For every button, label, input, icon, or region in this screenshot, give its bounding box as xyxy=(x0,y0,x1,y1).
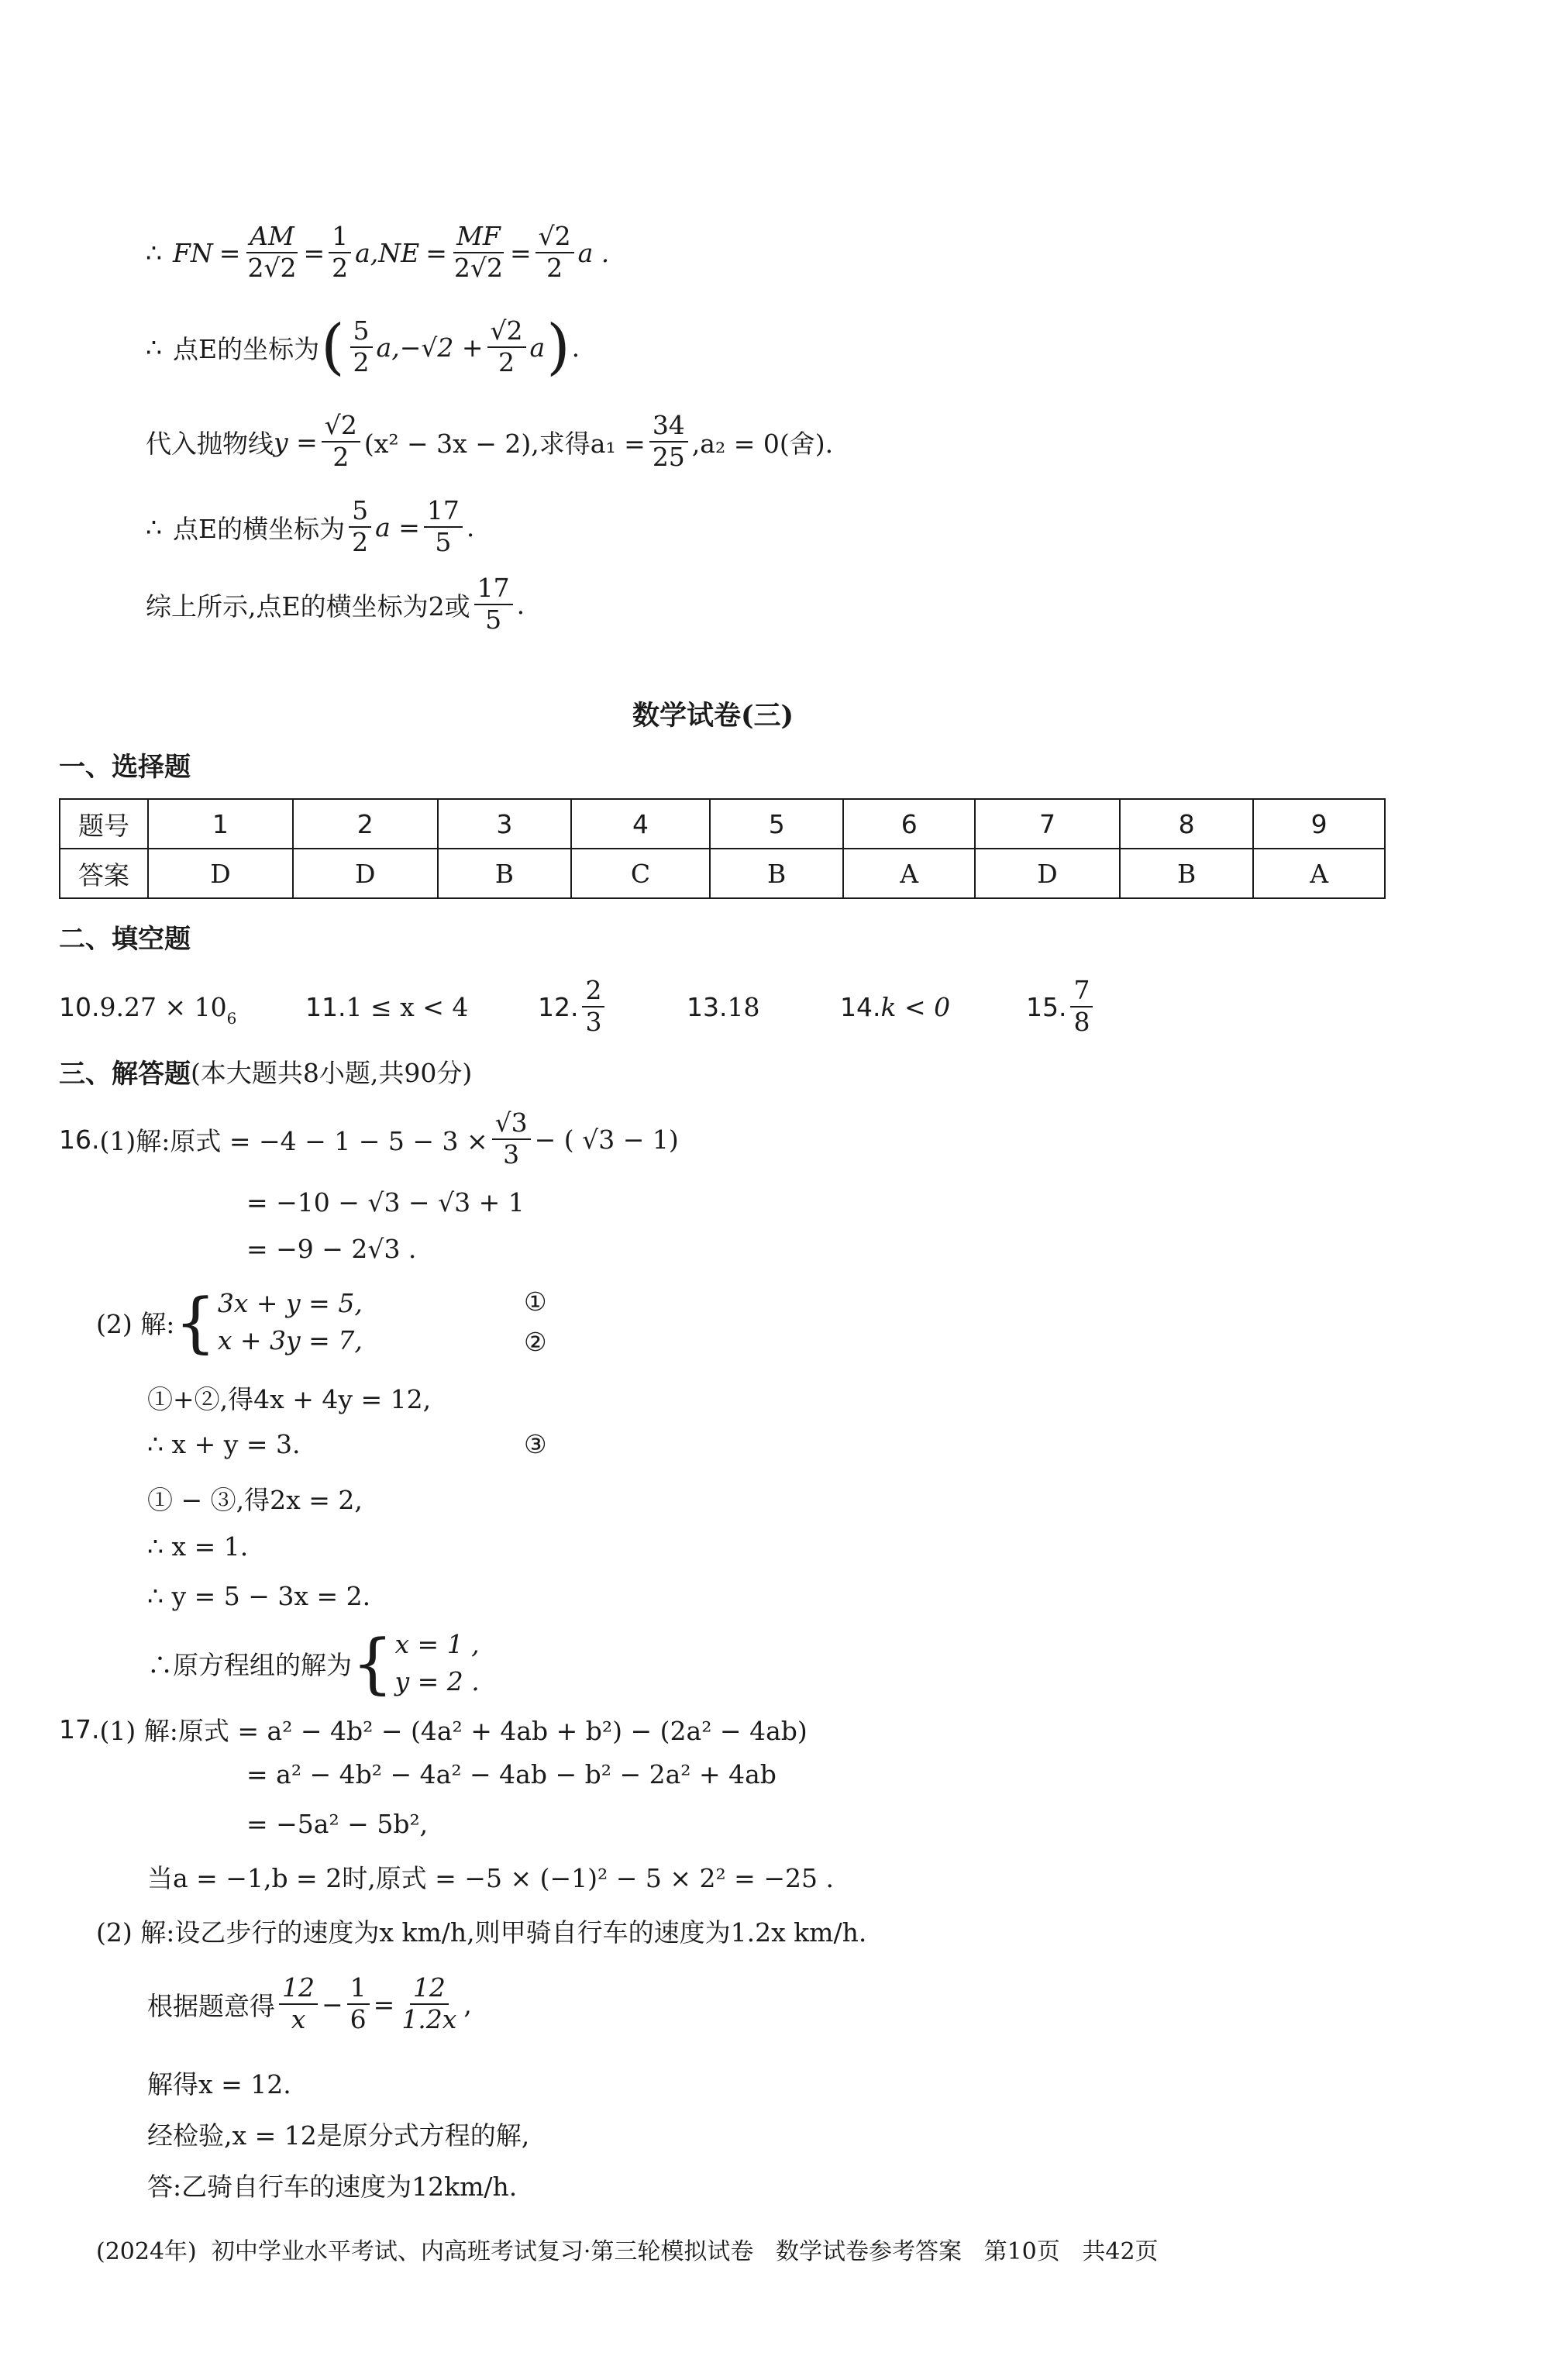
q16-part2-label: (2) 解: xyxy=(96,1308,175,1339)
answer-cell: D xyxy=(148,849,293,898)
top-line-4 xyxy=(146,482,474,572)
top-line-3 xyxy=(146,397,833,487)
abscissa-text: 点E的横坐标为 xyxy=(173,513,346,544)
fraction-five-halves: 5 2 xyxy=(350,316,373,378)
equation-intro: 根据题意得 xyxy=(147,1990,275,2021)
question-number: 5 xyxy=(710,799,843,849)
a-end: a . xyxy=(577,237,610,268)
q10-value: 9.27 × 10 xyxy=(99,991,227,1022)
equals: = xyxy=(303,237,325,268)
answer-cell: B xyxy=(438,849,571,898)
comma: , xyxy=(463,1989,472,2020)
equals: = xyxy=(219,237,241,268)
equation-system xyxy=(218,1285,363,1359)
question-row xyxy=(60,799,1385,849)
period: . xyxy=(516,589,525,620)
question-number: 6 xyxy=(843,799,975,849)
row-header-question: 题号 xyxy=(60,799,148,849)
parabola-text: 代入抛物线 xyxy=(146,428,274,459)
fill-q11 xyxy=(305,992,538,1022)
answer-cell: D xyxy=(293,849,438,898)
fraction-mf: $\frac{MF}{2√2}$ xyxy=(453,221,503,283)
equals: = xyxy=(425,237,447,268)
fill-answers-row xyxy=(59,964,1097,1049)
equals: = xyxy=(509,237,532,268)
therefore-symbol: ∴ xyxy=(146,332,162,363)
q16-number: 16. xyxy=(59,1124,100,1155)
equation-1: 3x + y = 5, xyxy=(217,1288,363,1319)
a2-rejected: ,a₂ = 0(舍). xyxy=(691,428,834,459)
a-ne-label: a,NE xyxy=(355,237,420,268)
q12-number: 12. xyxy=(538,991,579,1022)
left-brace: { xyxy=(174,1284,216,1360)
fraction-five-halves: 5 2 xyxy=(349,496,371,558)
question-number: 4 xyxy=(571,799,710,849)
period: . xyxy=(571,332,580,363)
part1-heading: 一、选择题 xyxy=(59,752,191,783)
section-title: 数学试卷(三) xyxy=(632,700,794,732)
equation-2: x + 3y = 7, xyxy=(217,1325,363,1355)
fraction-root2: $\frac{√2}{2}$ xyxy=(487,316,526,378)
q16-solve-step-1: ①+②,得4x + 4y = 12, xyxy=(147,1384,432,1414)
q10-number: 10. xyxy=(59,991,100,1022)
answer-cell: C xyxy=(571,849,710,898)
fill-q15 xyxy=(1026,976,1097,1038)
question-number: 9 xyxy=(1253,799,1385,849)
right-paren: ) xyxy=(546,312,570,382)
marker-3: ③ xyxy=(524,1429,547,1459)
q16-line-1 xyxy=(59,1096,679,1183)
fraction-1-6: $\frac{1}{6}$ xyxy=(347,1973,370,2035)
top-line-5 xyxy=(146,560,525,649)
fraction-half: $\frac{1}{2}$ xyxy=(329,222,351,284)
q17-step-2: = a² − 4b² − 4a² − 4ab − b² − 2a² + 4ab xyxy=(246,1759,777,1789)
answer-table xyxy=(59,798,1386,899)
fraction-17-5: 17 5 xyxy=(474,573,513,635)
q17-part1-expression: (1) 解:原式 = a² − 4b² − (4a² + 4ab + b²) − (2a² − 4ab) xyxy=(99,1715,808,1746)
fraction-am: $\frac{AM}{2√2}$ xyxy=(247,221,297,283)
fraction-root2: $\frac{√2}{2}$ xyxy=(535,222,574,284)
part3-heading-line xyxy=(59,1052,472,1090)
answer-cell: A xyxy=(1253,849,1385,898)
question-number: 3 xyxy=(438,799,571,849)
fn-label: FN xyxy=(173,237,213,268)
fraction-a1: $\frac{34}{25}$ xyxy=(649,411,688,473)
answer-cell: D xyxy=(975,849,1120,898)
part3-note: (本大题共8小题,共90分) xyxy=(191,1057,473,1088)
answer-cell: A xyxy=(843,849,975,898)
fraction-12-x: 12 x xyxy=(279,1973,318,2035)
q16-solve-step-2: ∴ x + y = 3. xyxy=(147,1429,301,1459)
fill-q12 xyxy=(538,976,687,1038)
q17-answer: 答:乙骑自行车的速度为12km/h. xyxy=(147,2172,518,2202)
q17-part2-intro: (2) 解:设乙步行的速度为x km/h,则甲骑自行车的速度为1.2x km/h. xyxy=(96,1917,867,1948)
row-header-answer: 答案 xyxy=(60,849,148,898)
q16-solve-step-4: ∴ x = 1. xyxy=(147,1531,249,1562)
point-e-coord-text: 点E的坐标为 xyxy=(173,333,320,364)
q16-part1-expression: (1)解:原式 = −4 − 1 − 5 − 3 × xyxy=(99,1125,488,1156)
q17-check: 经检验,x = 12是原分式方程的解, xyxy=(147,2120,530,2151)
q16-part2-system xyxy=(96,1282,363,1362)
solution-label: ∴原方程组的解为 xyxy=(147,1649,352,1680)
q16-part1-tail: − ( √3 − 1) xyxy=(534,1124,679,1155)
fill-q13 xyxy=(687,992,840,1022)
answer-cell: B xyxy=(1120,849,1253,898)
solution-system xyxy=(394,1626,479,1700)
part2-heading: 二、填空题 xyxy=(59,924,191,955)
q12-fraction: 2 3 xyxy=(582,976,604,1038)
q16-solution xyxy=(147,1623,480,1703)
page-footer: (2024年) 初中学业水平考试、内高班考试复习·第三轮模拟试卷 数学试卷参考答案 第10页 共42页 xyxy=(96,2238,1159,2265)
a-end: a xyxy=(529,332,546,363)
minus: − xyxy=(322,1989,343,2020)
q15-fraction: 7 8 xyxy=(1070,976,1093,1038)
fill-q10 xyxy=(59,986,305,1028)
fraction-12-1-2x: $\frac{12}{1.2x}$ xyxy=(401,1972,457,2034)
q11-number: 11. xyxy=(305,991,346,1022)
coord-middle: a,−√2 + xyxy=(376,332,484,363)
question-number: 7 xyxy=(975,799,1120,849)
q17-step-4: 当a = −1,b = 2时,原式 = −5 × (−1)² − 5 × 2² = −25 . xyxy=(147,1863,834,1893)
marker-2: ② xyxy=(524,1327,547,1357)
question-number: 8 xyxy=(1120,799,1253,849)
fraction-17-5: $\frac{17}{5}$ xyxy=(424,496,463,558)
period: . xyxy=(466,511,475,542)
top-line-1 xyxy=(146,208,609,298)
marker-1: ① xyxy=(524,1286,547,1317)
q15-number: 15. xyxy=(1026,991,1067,1022)
y-equals: y = xyxy=(274,426,318,457)
q14-value: k < 0 xyxy=(880,991,951,1022)
a-equals: a = xyxy=(375,511,420,542)
q17-line-1 xyxy=(59,1708,808,1750)
q13-value: 18 xyxy=(727,991,760,1022)
therefore-symbol: ∴ xyxy=(146,511,162,542)
solution-y: y = 2 . xyxy=(394,1666,480,1696)
part3-heading: 三、解答题 xyxy=(59,1058,191,1090)
q11-value: 1 ≤ x < 4 xyxy=(346,991,469,1022)
conclusion-text: 综上所示,点E的横坐标为2或 xyxy=(146,591,470,622)
q10-exponent: 6 xyxy=(226,1009,237,1028)
fill-q14 xyxy=(840,992,1026,1022)
q17-step-3: = −5a² − 5b², xyxy=(246,1809,429,1839)
polynomial: (x² − 3x − 2),求得a₁ = xyxy=(363,428,646,459)
q17-number: 17. xyxy=(59,1714,100,1745)
q16-solve-step-5: ∴ y = 5 − 3x = 2. xyxy=(147,1581,371,1611)
q16-root3-fraction: $\frac{√3}{3}$ xyxy=(492,1108,531,1170)
equals: = xyxy=(373,1989,395,2020)
fraction-root2: $\frac{√2}{2}$ xyxy=(322,411,360,473)
q17-solve: 解得x = 12. xyxy=(147,2069,291,2099)
solution-x: x = 1 , xyxy=(394,1629,480,1660)
left-brace: { xyxy=(352,1625,394,1701)
answer-cell: B xyxy=(710,849,843,898)
question-number: 2 xyxy=(293,799,438,849)
q16-solve-step-3: ① − ③,得2x = 2, xyxy=(147,1485,363,1515)
therefore-symbol: ∴ xyxy=(146,237,162,268)
question-number: 1 xyxy=(148,799,293,849)
q17-equation-line xyxy=(147,1961,472,2048)
answer-row xyxy=(60,849,1385,898)
q13-number: 13. xyxy=(687,991,728,1022)
q14-number: 14. xyxy=(840,991,881,1022)
q16-step-2: = −10 − √3 − √3 + 1 xyxy=(246,1187,525,1218)
left-paren: ( xyxy=(321,312,345,382)
top-line-2 xyxy=(146,302,580,392)
q16-step-3: = −9 − 2√3 . xyxy=(246,1234,417,1264)
